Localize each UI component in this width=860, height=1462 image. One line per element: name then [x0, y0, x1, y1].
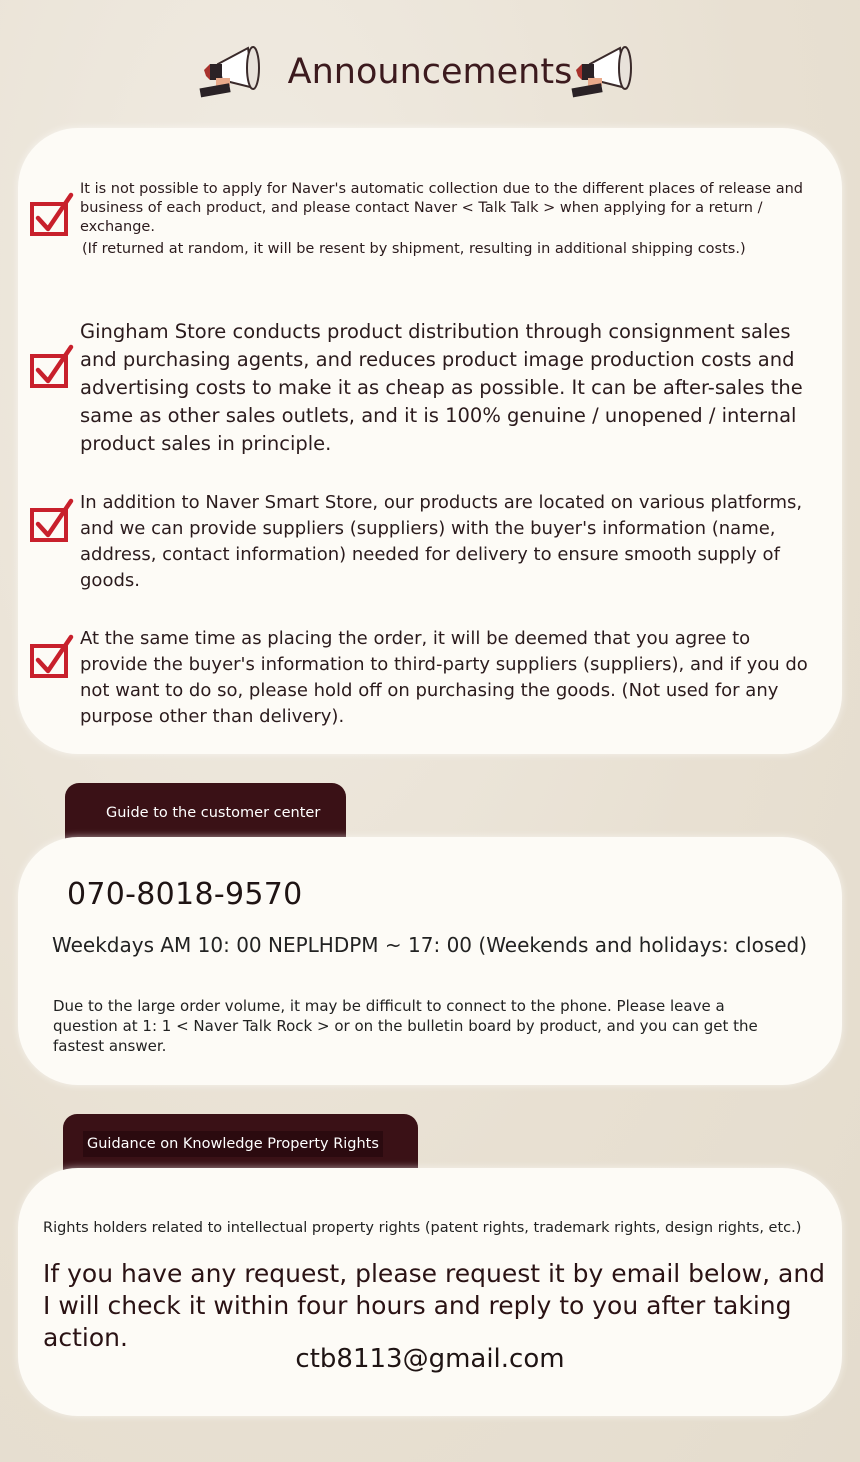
customer-center-tab-label: Guide to the customer center	[106, 805, 321, 821]
ip-rights-card	[18, 1168, 842, 1416]
page-title: Announcements	[287, 52, 573, 92]
announcement-text: Gingham Store conducts product distribution through consignment sales and purchasing agents, and reduces product image production costs and advertising costs to make it as cheap as possible. It can be after-sales the same as other sales outlets, and it is 100% genuine / unopened / internal product sales in principle.	[80, 320, 803, 455]
checkbox-check-icon	[30, 344, 74, 388]
customer-center-card	[18, 837, 842, 1085]
ip-rights-request: If you have any request, please request it by email below, and I will check it within four hours and reply to you after taking action.	[43, 1259, 826, 1352]
ip-rights-tab	[63, 1114, 418, 1172]
business-hours: Weekdays AM 10: 00 NEPLHDPM ~ 17: 00 (Weekends and holidays: closed)	[52, 933, 808, 957]
contact-email: ctb8113@gmail.com	[295, 1344, 565, 1374]
customer-center-tab	[65, 783, 346, 841]
announcement-text: At the same time as placing the order, it will be deemed that you agree to provide the buyer's information to third-party suppliers (suppliers), and if you do not want to do so, please hold off on purchasing the goods. (Not used for any purpose other than delivery).	[80, 628, 808, 727]
phone-number: 070-8018-9570	[67, 877, 303, 912]
announcement-text: In addition to Naver Smart Store, our products are located on various platforms, and we can provide suppliers (suppliers) with the buyer's information (name, address, contact information) needed for delivery to ensure smooth supply of goods.	[80, 492, 803, 591]
announcements-card	[18, 128, 842, 754]
announcement-note: (If returned at random, it will be resent by shipment, resulting in additional shipping costs.)	[82, 241, 746, 257]
customer-center-note: Due to the large order volume, it may be difficult to connect to the phone. Please leave a question at 1: 1 < Naver Talk Rock > or on the bulletin board by product, and you can get the fastest answer.	[53, 997, 758, 1055]
announcement-text: It is not possible to apply for Naver's automatic collection due to the different places of release and business of each product, and please contact Naver < Talk Talk > when applying for a return / exchange.	[80, 181, 803, 235]
megaphone-icon	[568, 42, 638, 102]
ip-rights-intro: Rights holders related to intellectual property rights (patent rights, trademark rights, design rights, etc.)	[43, 1220, 802, 1236]
announcements-header	[0, 40, 860, 110]
checkbox-check-icon	[30, 634, 74, 678]
checkbox-check-icon	[30, 192, 74, 236]
ip-rights-tab-label: Guidance on Knowledge Property Rights	[83, 1131, 383, 1157]
checkbox-check-icon	[30, 498, 74, 542]
